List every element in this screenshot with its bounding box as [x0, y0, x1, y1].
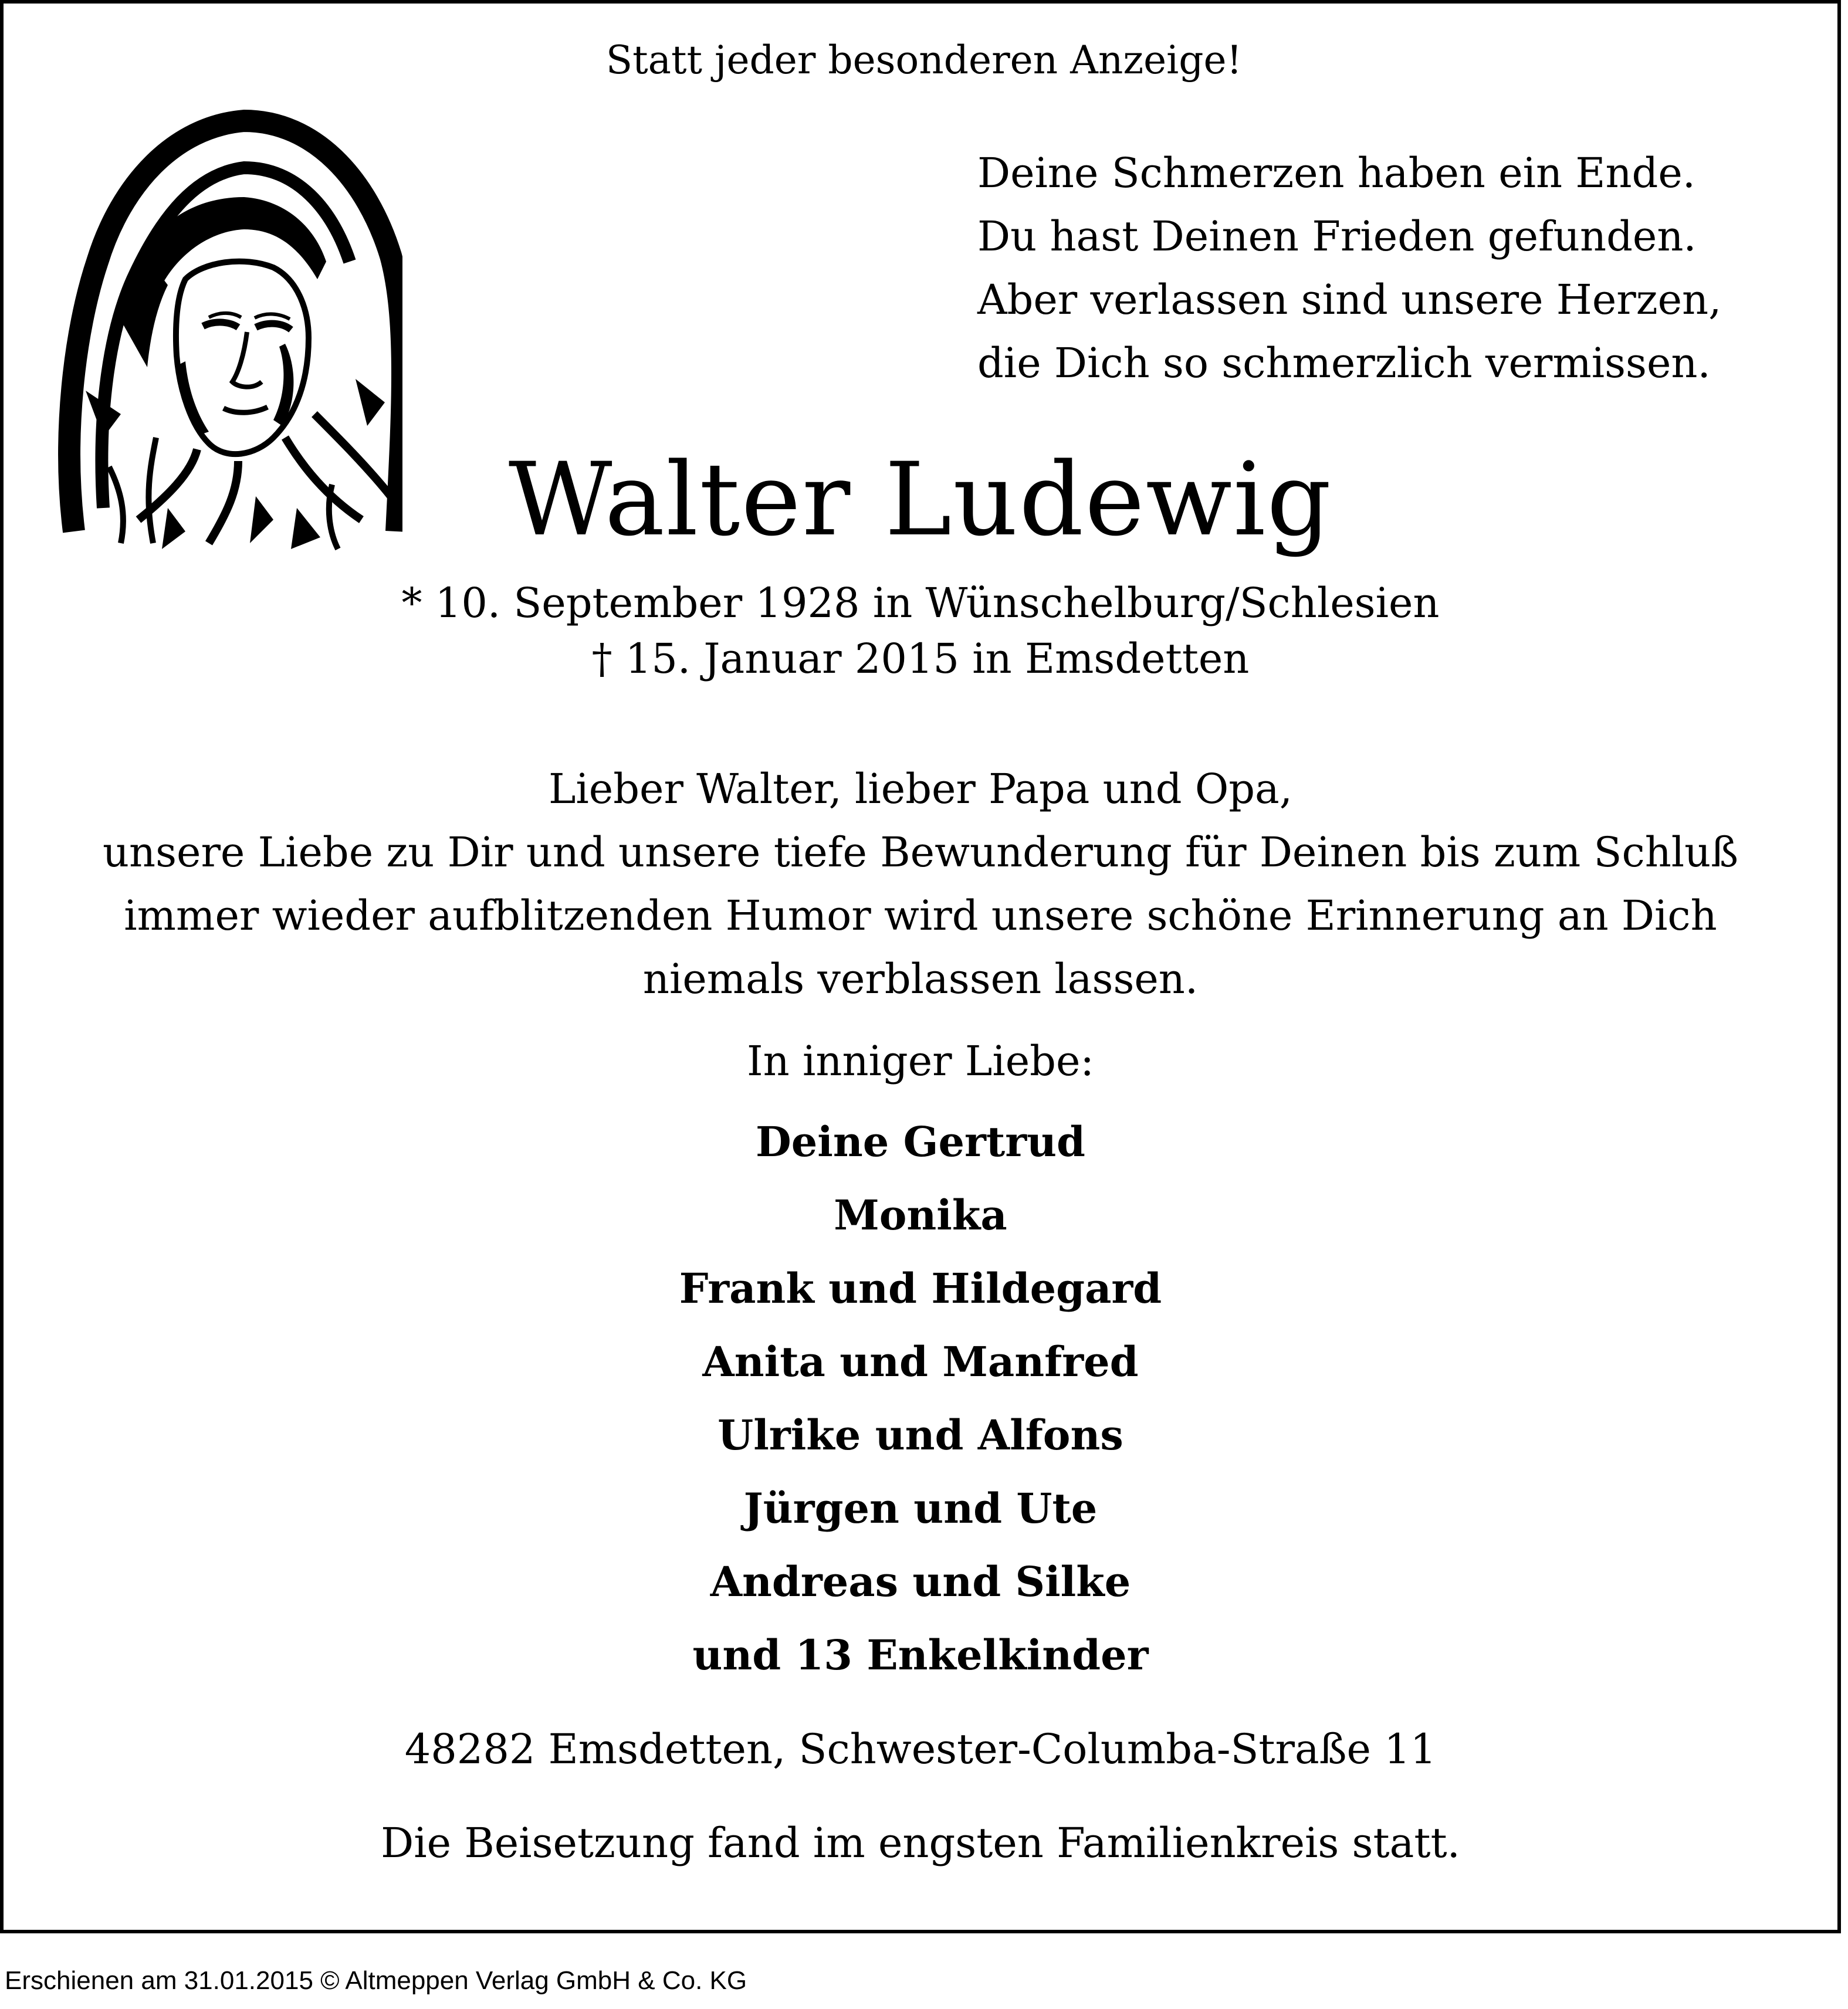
verse-line: die Dich so schmerzlich vermissen.: [977, 339, 1711, 387]
deceased-name: Walter Ludewig: [508, 441, 1333, 558]
message-line: unsere Liebe zu Dir und unsere tiefe Bewunderung für Deinen bis zum Schluß: [102, 828, 1739, 876]
mourner-name: Andreas und Silke: [710, 1557, 1131, 1606]
verse-block: [977, 141, 1721, 395]
farewell-message: [4, 757, 1837, 1011]
mourner-name: Jürgen und Ute: [743, 1484, 1098, 1533]
verse-line: Deine Schmerzen haben ein Ende.: [977, 149, 1696, 197]
verse-line: Aber verlassen sind unsere Herzen,: [977, 276, 1722, 324]
verse-line: Du hast Deinen Frieden gefunden.: [977, 212, 1697, 260]
birth-date: * 10. September 1928 in Wünschelburg/Schlesien: [401, 579, 1440, 627]
love-heading: In inniger Liebe:: [747, 1037, 1094, 1085]
message-line: immer wieder aufblitzenden Humor wird unsere schöne Erinnerung an Dich: [124, 892, 1717, 940]
message-line: niemals verblassen lassen.: [642, 955, 1199, 1003]
mourner-name: Frank und Hildegard: [679, 1264, 1162, 1313]
life-dates: [4, 575, 1837, 687]
death-date: † 15. Januar 2015 in Emsdetten: [591, 635, 1250, 683]
address-line: 48282 Emsdetten, Schwester-Columba-Straße 11: [404, 1725, 1437, 1773]
mourners-list: [4, 1105, 1837, 1692]
mourner-name: Ulrike und Alfons: [717, 1411, 1123, 1459]
mourner-name: Anita und Manfred: [702, 1337, 1139, 1386]
mourner-name: Deine Gertrud: [756, 1117, 1085, 1166]
mourner-name: Monika: [834, 1191, 1007, 1239]
publication-credit: Erschienen am 31.01.2015 © Altmeppen Verlag GmbH & Co. KG: [5, 1966, 747, 1995]
mourner-name: und 13 Enkelkinder: [692, 1631, 1149, 1679]
header-text: Statt jeder besonderen Anzeige!: [605, 38, 1243, 83]
funeral-note: Die Beisetzung fand im engsten Familienkreis statt.: [381, 1819, 1460, 1867]
message-line: Lieber Walter, lieber Papa und Opa,: [548, 765, 1293, 813]
